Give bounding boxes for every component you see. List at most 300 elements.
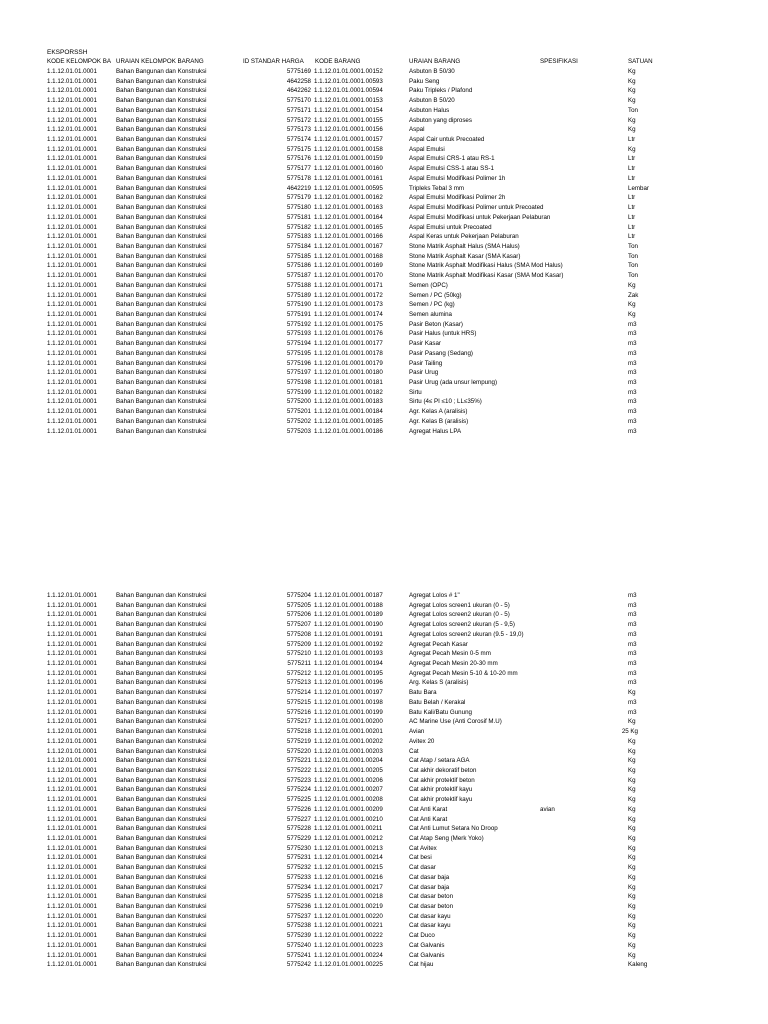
cell-uraian-barang: Pasir Kasar [409, 340, 441, 348]
cell-kode-barang: 1.1.12.01.01.0001.00169 [314, 262, 383, 270]
cell-uraian-kelompok: Bahan Bangunan dan Konstruksi [116, 621, 207, 629]
cell-uraian-barang: Stone Matrik Asphalt Kasar (SMA Kasar) [409, 252, 521, 260]
cell-id-standar-harga: 5775181 [286, 213, 311, 221]
cell-id-standar-harga: 5775232 [286, 864, 311, 872]
cell-uraian-kelompok: Bahan Bangunan dan Konstruksi [116, 330, 207, 338]
cell-kode-barang: 1.1.12.01.01.0001.00175 [314, 320, 383, 328]
cell-satuan: Kg [628, 776, 636, 784]
cell-satuan: m3 [628, 592, 637, 599]
cell-uraian-barang: Cat Galvanis [409, 951, 445, 959]
table-row [0, 261, 768, 271]
cell-uraian-barang: Cat Anti Karat [409, 805, 448, 813]
cell-kode-barang: 1.1.12.01.01.0001.00200 [314, 718, 383, 726]
table-row [0, 892, 768, 902]
cell-uraian-barang: Agregat Lolos # 1" [409, 592, 460, 599]
cell-kode-kelompok: 1.1.12.01.01.0001 [47, 835, 97, 842]
cell-kode-kelompok: 1.1.12.01.01.0001 [47, 116, 97, 124]
cell-uraian-barang: Cat akhir protektif kayu [409, 786, 473, 794]
cell-kode-barang: 1.1.12.01.01.0001.00190 [314, 621, 383, 629]
cell-kode-kelompok: 1.1.12.01.01.0001 [47, 601, 97, 609]
cell-uraian-kelompok: Bahan Bangunan dan Konstruksi [116, 369, 207, 377]
cell-uraian-kelompok: Bahan Bangunan dan Konstruksi [116, 893, 207, 901]
cell-kode-barang: 1.1.12.01.01.0001.00163 [314, 204, 383, 212]
table-row [0, 407, 768, 417]
cell-uraian-kelompok: Bahan Bangunan dan Konstruksi [116, 320, 207, 328]
table-row [0, 203, 768, 213]
table-row [0, 193, 768, 203]
cell-kode-kelompok: 1.1.12.01.01.0001 [47, 961, 97, 969]
cell-kode-kelompok: 1.1.12.01.01.0001 [47, 272, 97, 280]
header-uraian-kelompok: URAIAN KELOMPOK BARANG [116, 58, 204, 65]
table-row [0, 610, 768, 620]
cell-uraian-barang: Agregat Pecah Mesin 20-30 mm [409, 660, 498, 668]
cell-kode-kelompok: 1.1.12.01.01.0001 [47, 311, 97, 318]
cell-kode-kelompok: 1.1.12.01.01.0001 [47, 184, 97, 192]
cell-uraian-kelompok: Bahan Bangunan dan Konstruksi [116, 776, 207, 784]
table-row [0, 737, 768, 747]
cell-uraian-kelompok: Bahan Bangunan dan Konstruksi [116, 427, 207, 435]
cell-kode-kelompok: 1.1.12.01.01.0001 [47, 408, 97, 416]
cell-kode-kelompok: 1.1.12.01.01.0001 [47, 398, 97, 406]
cell-kode-kelompok: 1.1.12.01.01.0001 [47, 786, 97, 794]
cell-kode-kelompok: 1.1.12.01.01.0001 [47, 97, 97, 105]
cell-uraian-barang: Cat Atap Seng (Merk Yoko) [409, 835, 484, 842]
cell-satuan: m3 [628, 359, 637, 367]
cell-uraian-barang: Pasir Urug [409, 369, 439, 377]
cell-id-standar-harga: 5775182 [286, 223, 311, 231]
cell-id-standar-harga: 5775239 [286, 932, 311, 940]
cell-uraian-barang: Avian [409, 728, 425, 736]
table-row [0, 815, 768, 825]
cell-kode-barang: 1.1.12.01.01.0001.00185 [314, 417, 383, 425]
cell-kode-barang: 1.1.12.01.01.0001.00188 [314, 601, 383, 609]
table-row [0, 154, 768, 164]
cell-kode-kelompok: 1.1.12.01.01.0001 [47, 417, 97, 425]
cell-kode-barang: 1.1.12.01.01.0001.00161 [314, 174, 383, 182]
cell-kode-barang: 1.1.12.01.01.0001.00215 [314, 864, 383, 872]
cell-satuan: Kg [628, 883, 636, 891]
table-row [0, 902, 768, 912]
cell-kode-barang: 1.1.12.01.01.0001.00199 [314, 708, 383, 716]
cell-uraian-barang: Batu Belah / Kerakal [409, 698, 466, 706]
cell-kode-barang: 1.1.12.01.01.0001.00197 [314, 689, 383, 697]
cell-satuan: Ltr [628, 136, 636, 144]
table-row [0, 291, 768, 301]
cell-id-standar-harga: 5775191 [286, 311, 311, 318]
cell-uraian-kelompok: Bahan Bangunan dan Konstruksi [116, 825, 207, 833]
cell-kode-kelompok: 1.1.12.01.01.0001 [47, 427, 97, 435]
cell-kode-barang: 1.1.12.01.01.0001.00170 [314, 272, 383, 280]
table-row [0, 591, 768, 601]
cell-kode-barang: 1.1.12.01.01.0001.00162 [314, 194, 383, 202]
cell-uraian-barang: Stone Matrik Asphalt Modifikasi Kasar (SMA Mod Kasar) [409, 272, 564, 280]
table-row [0, 174, 768, 184]
cell-satuan: m3 [628, 369, 637, 377]
cell-uraian-barang: Stone Matrik Asphalt Halus (SMA Halus) [409, 242, 520, 250]
cell-id-standar-harga: 5775218 [286, 728, 311, 736]
table-row [0, 271, 768, 281]
table-row [0, 708, 768, 718]
cell-kode-kelompok: 1.1.12.01.01.0001 [47, 136, 97, 144]
cell-kode-kelompok: 1.1.12.01.01.0001 [47, 291, 97, 299]
cell-kode-barang: 1.1.12.01.01.0001.00166 [314, 233, 383, 241]
cell-id-standar-harga: 5775241 [286, 951, 311, 959]
cell-uraian-kelompok: Bahan Bangunan dan Konstruksi [116, 592, 207, 599]
cell-kode-kelompok: 1.1.12.01.01.0001 [47, 233, 97, 241]
table-row [0, 339, 768, 349]
cell-id-standar-harga: 5775206 [286, 611, 311, 619]
table-row [0, 912, 768, 922]
cell-uraian-kelompok: Bahan Bangunan dan Konstruksi [116, 174, 207, 182]
table-row [0, 766, 768, 776]
cell-satuan: Ton [628, 252, 638, 260]
cell-uraian-barang: Aspal Emulsi Modifikasi Polimer 2h [409, 194, 506, 202]
cell-id-standar-harga: 5775214 [286, 689, 311, 697]
cell-uraian-barang: Aspal Emulsi untuk Precoated [409, 223, 492, 231]
cell-satuan: Ton [628, 106, 638, 114]
cell-kode-barang: 1.1.12.01.01.0001.00593 [314, 77, 383, 85]
cell-id-standar-harga: 5775225 [286, 796, 311, 804]
cell-id-standar-harga: 5775171 [286, 106, 311, 114]
cell-kode-barang: 1.1.12.01.01.0001.00203 [314, 747, 383, 755]
cell-kode-barang: 1.1.12.01.01.0001.00220 [314, 912, 383, 920]
cell-uraian-kelompok: Bahan Bangunan dan Konstruksi [116, 242, 207, 250]
cell-id-standar-harga: 5775189 [286, 291, 311, 299]
table-row [0, 883, 768, 893]
cell-uraian-kelompok: Bahan Bangunan dan Konstruksi [116, 766, 207, 774]
cell-uraian-barang: Sirtu (4≤ PI ≤10 ; LL≤35%) [409, 398, 482, 406]
table-row [0, 688, 768, 698]
table-row [0, 747, 768, 757]
cell-id-standar-harga: 5775224 [286, 786, 311, 794]
cell-uraian-barang: Agregat Lolos screen2 ukuran (5 - 9,5) [409, 621, 515, 629]
cell-kode-barang: 1.1.12.01.01.0001.00181 [314, 379, 383, 387]
table-row [0, 834, 768, 844]
cell-spesifikasi: avian [540, 805, 555, 813]
cell-kode-kelompok: 1.1.12.01.01.0001 [47, 854, 97, 862]
cell-satuan: Kg [628, 87, 636, 95]
cell-satuan: Kg [628, 805, 636, 813]
cell-satuan: m3 [628, 408, 637, 416]
cell-uraian-barang: Arg. Kelas S (aralisis) [409, 679, 469, 687]
cell-id-standar-harga: 5775180 [286, 204, 311, 212]
cell-uraian-barang: Agregat Lolos screen2 ukuran (0 - 5) [409, 611, 510, 619]
cell-kode-barang: 1.1.12.01.01.0001.00209 [314, 805, 383, 813]
cell-uraian-kelompok: Bahan Bangunan dan Konstruksi [116, 291, 207, 299]
cell-id-standar-harga: 5775170 [286, 97, 311, 105]
cell-uraian-kelompok: Bahan Bangunan dan Konstruksi [116, 262, 207, 270]
cell-kode-barang: 1.1.12.01.01.0001.00168 [314, 252, 383, 260]
cell-uraian-kelompok: Bahan Bangunan dan Konstruksi [116, 912, 207, 920]
cell-kode-barang: 1.1.12.01.01.0001.00191 [314, 630, 383, 638]
cell-uraian-kelompok: Bahan Bangunan dan Konstruksi [116, 932, 207, 940]
cell-uraian-kelompok: Bahan Bangunan dan Konstruksi [116, 660, 207, 668]
table-row [0, 77, 768, 87]
table-row [0, 329, 768, 339]
cell-kode-kelompok: 1.1.12.01.01.0001 [47, 951, 97, 959]
cell-satuan: Kg [628, 903, 636, 911]
cell-satuan: Kg [628, 922, 636, 930]
cell-satuan: Kg [628, 893, 636, 901]
cell-satuan: Ltr [628, 174, 636, 182]
cell-kode-barang: 1.1.12.01.01.0001.00160 [314, 165, 383, 173]
cell-uraian-kelompok: Bahan Bangunan dan Konstruksi [116, 718, 207, 726]
cell-uraian-barang: Cat [409, 747, 419, 755]
cell-uraian-kelompok: Bahan Bangunan dan Konstruksi [116, 398, 207, 406]
cell-uraian-kelompok: Bahan Bangunan dan Konstruksi [116, 417, 207, 425]
cell-kode-kelompok: 1.1.12.01.01.0001 [47, 912, 97, 920]
cell-satuan: Kg [628, 757, 636, 765]
cell-uraian-barang: Cat Anti Karat [409, 815, 448, 823]
cell-uraian-barang: Cat dasar beton [409, 893, 454, 901]
cell-kode-kelompok: 1.1.12.01.01.0001 [47, 262, 97, 270]
table-row [0, 164, 768, 174]
table-row [0, 359, 768, 369]
cell-kode-barang: 1.1.12.01.01.0001.00176 [314, 330, 383, 338]
cell-satuan: Kg [628, 718, 636, 726]
table-row [0, 931, 768, 941]
cell-kode-barang: 1.1.12.01.01.0001.00198 [314, 698, 383, 706]
table-row [0, 223, 768, 233]
cell-satuan: m3 [628, 679, 637, 687]
cell-kode-barang: 1.1.12.01.01.0001.00167 [314, 242, 383, 250]
cell-uraian-kelompok: Bahan Bangunan dan Konstruksi [116, 835, 207, 842]
cell-satuan: Kg [628, 747, 636, 755]
cell-uraian-barang: Tripleks Tebal 3 mm [409, 184, 465, 192]
table-row [0, 717, 768, 727]
cell-satuan: Kg [628, 281, 636, 289]
cell-kode-kelompok: 1.1.12.01.01.0001 [47, 941, 97, 949]
cell-uraian-barang: Asbuton B 50/20 [409, 97, 455, 105]
cell-kode-barang: 1.1.12.01.01.0001.00223 [314, 941, 383, 949]
cell-satuan: m3 [628, 388, 637, 396]
cell-kode-kelompok: 1.1.12.01.01.0001 [47, 757, 97, 765]
table-row [0, 921, 768, 931]
cell-kode-kelompok: 1.1.12.01.01.0001 [47, 165, 97, 173]
cell-uraian-kelompok: Bahan Bangunan dan Konstruksi [116, 728, 207, 736]
cell-kode-kelompok: 1.1.12.01.01.0001 [47, 155, 97, 163]
cell-uraian-kelompok: Bahan Bangunan dan Konstruksi [116, 796, 207, 804]
cell-uraian-barang: Cat Atap / setara AGA [409, 757, 470, 765]
cell-kode-kelompok: 1.1.12.01.01.0001 [47, 621, 97, 629]
cell-id-standar-harga: 5775173 [286, 126, 311, 134]
cell-satuan: Ltr [628, 223, 636, 231]
cell-uraian-barang: Aspal Emulsi Modifikasi Polimer untuk Precoated [409, 204, 544, 212]
cell-satuan: m3 [628, 650, 637, 658]
cell-kode-barang: 1.1.12.01.01.0001.00219 [314, 903, 383, 911]
cell-satuan: Kg [628, 796, 636, 804]
cell-id-standar-harga: 5775185 [286, 252, 311, 260]
cell-kode-kelompok: 1.1.12.01.01.0001 [47, 77, 97, 85]
cell-satuan: Kg [628, 786, 636, 794]
cell-kode-kelompok: 1.1.12.01.01.0001 [47, 650, 97, 658]
cell-uraian-barang: Agregat Pecah Kasar [409, 640, 468, 648]
cell-id-standar-harga: 5775215 [286, 698, 311, 706]
cell-kode-barang: 1.1.12.01.01.0001.00173 [314, 301, 383, 309]
table-row [0, 853, 768, 863]
cell-uraian-barang: Cat dasar beton [409, 903, 454, 911]
cell-uraian-kelompok: Bahan Bangunan dan Konstruksi [116, 408, 207, 416]
table-row [0, 698, 768, 708]
cell-kode-kelompok: 1.1.12.01.01.0001 [47, 805, 97, 813]
cell-uraian-barang: Agr. Kelas B (aralisis) [409, 417, 469, 425]
cell-uraian-kelompok: Bahan Bangunan dan Konstruksi [116, 601, 207, 609]
cell-uraian-kelompok: Bahan Bangunan dan Konstruksi [116, 233, 207, 241]
cell-uraian-kelompok: Bahan Bangunan dan Konstruksi [116, 194, 207, 202]
cell-satuan: Kg [628, 68, 636, 75]
cell-uraian-barang: Aspal Emulsi [409, 145, 445, 153]
cell-uraian-barang: Cat akhir protektif beton [409, 776, 475, 784]
cell-uraian-barang: AC Marine Use (Anti Corosif M.U) [409, 718, 502, 726]
cell-id-standar-harga: 5775229 [286, 835, 311, 842]
cell-uraian-kelompok: Bahan Bangunan dan Konstruksi [116, 961, 207, 969]
table-row [0, 427, 768, 437]
cell-satuan: m3 [628, 398, 637, 406]
cell-id-standar-harga: 4642219 [286, 184, 311, 192]
cell-uraian-barang: Aspal [409, 126, 425, 134]
cell-satuan: Kg [628, 116, 636, 124]
cell-satuan: Kg [628, 97, 636, 105]
cell-uraian-kelompok: Bahan Bangunan dan Konstruksi [116, 650, 207, 658]
cell-uraian-barang: Agregat Pecah Mesin 0-5 mm [409, 650, 491, 658]
cell-uraian-barang: Pasir Beton (Kasar) [409, 320, 463, 328]
cell-id-standar-harga: 5775196 [286, 359, 311, 367]
cell-uraian-kelompok: Bahan Bangunan dan Konstruksi [116, 106, 207, 114]
cell-uraian-barang: Agregat Lolos screen2 ukuran (9.5 - 19,0) [409, 630, 524, 638]
cell-id-standar-harga: 5775230 [286, 844, 311, 852]
header-id-standar-harga: ID STANDAR HARGA [243, 58, 304, 65]
cell-kode-barang: 1.1.12.01.01.0001.00156 [314, 126, 383, 134]
cell-satuan: Ton [628, 262, 638, 270]
table-row [0, 630, 768, 640]
cell-kode-kelompok: 1.1.12.01.01.0001 [47, 873, 97, 881]
cell-kode-barang: 1.1.12.01.01.0001.00164 [314, 213, 383, 221]
cell-satuan: Kg [628, 77, 636, 85]
cell-uraian-kelompok: Bahan Bangunan dan Konstruksi [116, 388, 207, 396]
cell-kode-kelompok: 1.1.12.01.01.0001 [47, 592, 97, 599]
cell-id-standar-harga: 5775233 [286, 873, 311, 881]
cell-uraian-barang: Agr. Kelas A (aralisis) [409, 408, 468, 416]
cell-kode-barang: 1.1.12.01.01.0001.00179 [314, 359, 383, 367]
cell-uraian-barang: Cat dasar baja [409, 873, 450, 881]
cell-id-standar-harga: 5775176 [286, 155, 311, 163]
cell-id-standar-harga: 5775199 [286, 388, 311, 396]
cell-id-standar-harga: 5775227 [286, 815, 311, 823]
cell-kode-kelompok: 1.1.12.01.01.0001 [47, 194, 97, 202]
cell-uraian-barang: Aspal Keras untuk Pekerjaan Pelaburan [409, 233, 519, 241]
cell-kode-kelompok: 1.1.12.01.01.0001 [47, 174, 97, 182]
cell-uraian-barang: Asbuton B 50/30 [409, 68, 455, 75]
cell-kode-barang: 1.1.12.01.01.0001.00210 [314, 815, 383, 823]
cell-id-standar-harga: 5775188 [286, 281, 311, 289]
cell-kode-barang: 1.1.12.01.01.0001.00158 [314, 145, 383, 153]
cell-uraian-barang: Cat dasar baja [409, 883, 450, 891]
cell-satuan: Kg [628, 301, 636, 309]
cell-kode-kelompok: 1.1.12.01.01.0001 [47, 766, 97, 774]
cell-kode-barang: 1.1.12.01.01.0001.00152 [314, 68, 383, 75]
cell-uraian-kelompok: Bahan Bangunan dan Konstruksi [116, 864, 207, 872]
cell-uraian-kelompok: Bahan Bangunan dan Konstruksi [116, 708, 207, 716]
cell-kode-kelompok: 1.1.12.01.01.0001 [47, 728, 97, 736]
table-row [0, 727, 768, 737]
cell-uraian-kelompok: Bahan Bangunan dan Konstruksi [116, 941, 207, 949]
cell-id-standar-harga: 5775192 [286, 320, 311, 328]
cell-id-standar-harga: 5775203 [286, 427, 311, 435]
table-row [0, 669, 768, 679]
cell-kode-kelompok: 1.1.12.01.01.0001 [47, 844, 97, 852]
cell-uraian-barang: Cat Avitex [409, 844, 437, 852]
cell-satuan: Kg [628, 844, 636, 852]
cell-kode-barang: 1.1.12.01.01.0001.00184 [314, 408, 383, 416]
cell-kode-kelompok: 1.1.12.01.01.0001 [47, 903, 97, 911]
cell-kode-kelompok: 1.1.12.01.01.0001 [47, 213, 97, 221]
table-row [0, 756, 768, 766]
cell-satuan: Ltr [628, 194, 636, 202]
table-row [0, 397, 768, 407]
cell-kode-barang: 1.1.12.01.01.0001.00195 [314, 669, 383, 677]
cell-kode-barang: 1.1.12.01.01.0001.00201 [314, 728, 383, 736]
cell-satuan: Kg [628, 689, 636, 697]
cell-uraian-barang: Semen / PC (50kg) [409, 291, 462, 299]
cell-kode-kelompok: 1.1.12.01.01.0001 [47, 747, 97, 755]
cell-satuan: Kg [628, 825, 636, 833]
cell-uraian-kelompok: Bahan Bangunan dan Konstruksi [116, 630, 207, 638]
cell-uraian-kelompok: Bahan Bangunan dan Konstruksi [116, 68, 207, 75]
table-row [0, 86, 768, 96]
cell-kode-barang: 1.1.12.01.01.0001.00153 [314, 97, 383, 105]
cell-uraian-kelompok: Bahan Bangunan dan Konstruksi [116, 844, 207, 852]
cell-uraian-barang: Semen alumina [409, 311, 452, 318]
cell-id-standar-harga: 5775221 [286, 757, 311, 765]
cell-kode-kelompok: 1.1.12.01.01.0001 [47, 932, 97, 940]
cell-uraian-kelompok: Bahan Bangunan dan Konstruksi [116, 97, 207, 105]
cell-kode-kelompok: 1.1.12.01.01.0001 [47, 737, 97, 745]
cell-kode-kelompok: 1.1.12.01.01.0001 [47, 689, 97, 697]
cell-satuan: Ltr [628, 213, 636, 221]
header-kode-kelompok: KODE KELOMPOK BA [47, 58, 111, 65]
cell-kode-kelompok: 1.1.12.01.01.0001 [47, 320, 97, 328]
cell-id-standar-harga: 5775200 [286, 398, 311, 406]
cell-satuan: m3 [628, 320, 637, 328]
cell-kode-barang: 1.1.12.01.01.0001.00165 [314, 223, 383, 231]
cell-uraian-barang: Paku Seng [409, 77, 440, 85]
table-row [0, 300, 768, 310]
cell-uraian-barang: Cat akhir protektif kayu [409, 796, 473, 804]
cell-uraian-barang: Stone Matrik Asphalt Modifikasi Halus (SMA Mod Halus) [409, 262, 563, 270]
cell-satuan: Kg [628, 951, 636, 959]
cell-uraian-kelompok: Bahan Bangunan dan Konstruksi [116, 204, 207, 212]
cell-kode-barang: 1.1.12.01.01.0001.00225 [314, 961, 383, 969]
table-row [0, 941, 768, 951]
cell-satuan: 25 Kg [621, 728, 638, 736]
cell-kode-barang: 1.1.12.01.01.0001.00213 [314, 844, 383, 852]
cell-kode-kelompok: 1.1.12.01.01.0001 [47, 242, 97, 250]
cell-satuan: Kg [628, 145, 636, 153]
cell-satuan: m3 [628, 660, 637, 668]
cell-kode-barang: 1.1.12.01.01.0001.00217 [314, 883, 383, 891]
cell-kode-barang: 1.1.12.01.01.0001.00194 [314, 660, 383, 668]
cell-kode-barang: 1.1.12.01.01.0001.00221 [314, 922, 383, 930]
cell-kode-barang: 1.1.12.01.01.0001.00180 [314, 369, 383, 377]
cell-id-standar-harga: 5775217 [286, 718, 311, 726]
cell-kode-barang: 1.1.12.01.01.0001.00224 [314, 951, 383, 959]
table-row [0, 67, 768, 77]
cell-uraian-kelompok: Bahan Bangunan dan Konstruksi [116, 223, 207, 231]
cell-satuan: m3 [628, 427, 637, 435]
table-row [0, 145, 768, 155]
cell-id-standar-harga: 5775186 [286, 262, 311, 270]
table-row [0, 184, 768, 194]
